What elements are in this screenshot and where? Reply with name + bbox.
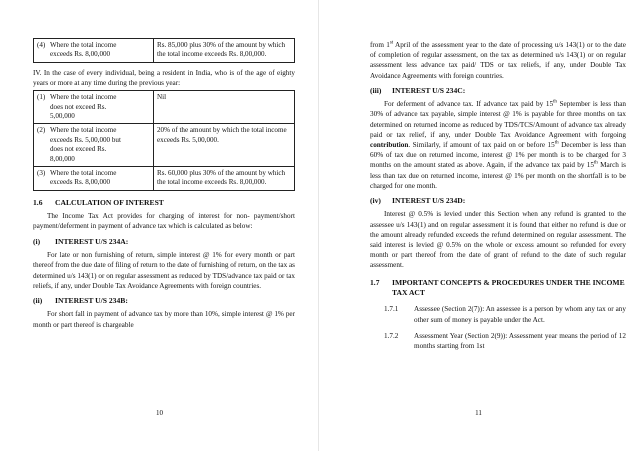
para-continued (370, 40, 626, 81)
para-1-6: The Income Tax Act provides for charging of interest for non- payment/short payment/deferment in payment of advance tax which is calculated as below: (33, 212, 295, 231)
para-234a: For late or non furnishing of return, simple interest @ 1% for every month or part thereof from the due date of filing of return to the date of furnishing of return, on the tax as determined u/s 143(1) or on regular assessment as reduced by TDS/advance tax paid or tax reliefs, if any, under Double Tax Avoidance Agreements with foreign countries. (33, 251, 295, 290)
ordinal-suffix: th (593, 161, 598, 167)
slab-rate: Rs. 60,000 plus 30% of the amount by which the total income exceeds Rs. 8,00,000. (154, 167, 295, 191)
subsection-title: INTEREST U/S 234B: (55, 295, 128, 305)
slab-text: Where the total income does not exceed Rs. 5,00,000 (50, 93, 117, 121)
right-page (319, 0, 638, 451)
ordinal-suffix: th (554, 140, 559, 146)
text-run: For deferment of advance tax. If advance tax paid by 15 (384, 100, 554, 109)
right-column (370, 40, 626, 351)
para-234b: For short fall in payment of advance tax by more than 10%, simple interest @ 1% per month or part thereof is chargeable (33, 310, 295, 329)
list-item (370, 304, 626, 324)
page-number: 11 (475, 409, 482, 417)
text-run: March is less than tax due on returned income, interest @ 1% per month on the shortfall is to be charged for one month. (370, 161, 626, 190)
subsection-title: INTEREST U/S 234A: (55, 236, 129, 246)
slab-number: (1) (37, 93, 46, 102)
subsection-title: INTEREST U/S 234D: (392, 196, 466, 206)
subheading-234c (370, 86, 626, 96)
slab-text: Where the total income exceeds Rs. 8,00,000 (50, 169, 117, 187)
para-iv: IV. In the case of every individual, being a resident in India, who is of the age of eighty years or more at any time during the previous year: (33, 68, 295, 88)
subheading-234d (370, 196, 626, 206)
slab-rate: Rs. 85,000 plus 30% of the amount by which the total income exceeds Rs. 8,00,000. (154, 39, 295, 63)
para-234d: Interest @ 0.5% is levied under this Section when any refund is granted to the assessee u/s 143(1) and on regular assessment it is found that either no refund is due or the amount already refunded exceeds the refund determined on regular assessment. The said interest is levied @ 0.5% on the whole or excess amount so refunded for every month or part thereof from the date of grant of refund to the date of such regular assessment. (370, 210, 626, 270)
text-run: December is less than 60% of tax due on returned income, interest @ 1% per month is to be charged for 3 months on the amount stated as above. Again, if the advance tax paid by 15 (370, 141, 626, 170)
section-title: CALCULATION OF INTEREST (55, 197, 164, 207)
subsection-number: (ii) (33, 295, 43, 305)
slab-table-top (33, 38, 295, 63)
text-run: September is less than 30% of advance tax payable, simple interest @ 1% is payable for three months on tax determined on returned income as reduced by TDS/TCS/Amount of advance tax already paid or tax relief, if any, under Double Tax Avoidance Agreement with forgoing (370, 100, 627, 139)
slab-description (34, 39, 154, 63)
list-item-number: 1.7.1 (384, 305, 399, 314)
table-row (34, 124, 295, 167)
table-row (34, 91, 295, 124)
section-heading-1-7 (370, 278, 626, 299)
list-item (370, 331, 626, 351)
subheading-234b (33, 296, 295, 306)
subsection-number: (iv) (370, 196, 381, 206)
text-run: . Similarly, if amount of tax paid on or before 15 (408, 141, 555, 150)
slab-table-iv (33, 90, 295, 191)
list-item-number: 1.7.2 (384, 331, 399, 340)
subheading-234a (33, 237, 295, 247)
table-row (34, 39, 295, 63)
bold-term: contribution (370, 141, 409, 150)
page-number: 10 (156, 409, 163, 417)
slab-text: Where the total income exceeds Rs. 8,00,000 (50, 41, 117, 59)
slab-description (34, 167, 154, 191)
section-title: IMPORTANT CONCEPTS & PROCEDURES UNDER THE INCOME TAX ACT (392, 277, 625, 298)
para-234c (370, 99, 626, 191)
slab-description (34, 124, 154, 167)
slab-rate: 20% of the amount by which the total income exceeds Rs. 5,00,000. (154, 124, 295, 167)
slab-number: (2) (37, 126, 46, 135)
text-run: April of the assessment year to the date of processing u/s 143(1) or to the date of completion of regular assessment, on the tax as determined u/s 143(1) or on regular assessment less advance tax paid/ TDS or tax reliefs, if any, under Double Tax Avoidance Agreements with foreign countries. (370, 41, 626, 80)
slab-rate: Nil (154, 91, 295, 124)
ordinal-suffix: st (389, 40, 394, 46)
subsection-number: (iii) (370, 85, 382, 95)
section-number: 1.7 (370, 277, 380, 287)
section-heading-1-6 (33, 198, 295, 208)
slab-description (34, 91, 154, 124)
slab-number: (3) (37, 169, 46, 178)
subsection-title: INTEREST U/S 234C: (392, 85, 466, 95)
left-column (33, 38, 295, 330)
list-item-text: Assessment Year (Section 2(9)): Assessment year means the period of 12 months starting from 1st (414, 331, 626, 351)
slab-number: (4) (37, 41, 46, 49)
subsection-number: (i) (33, 236, 41, 246)
table-row (34, 167, 295, 191)
text-run: from 1 (370, 41, 390, 49)
slab-text: Where the total income exceeds Rs. 5,00,000 but does not exceed Rs. 8,00,000 (50, 126, 121, 163)
ordinal-suffix: th (553, 99, 557, 105)
list-item-text: Assessee (Section 2(7)): An assessee is a person by whom any tax or any other sum of money is payable under the Act. (414, 305, 626, 324)
section-number: 1.6 (33, 197, 43, 207)
